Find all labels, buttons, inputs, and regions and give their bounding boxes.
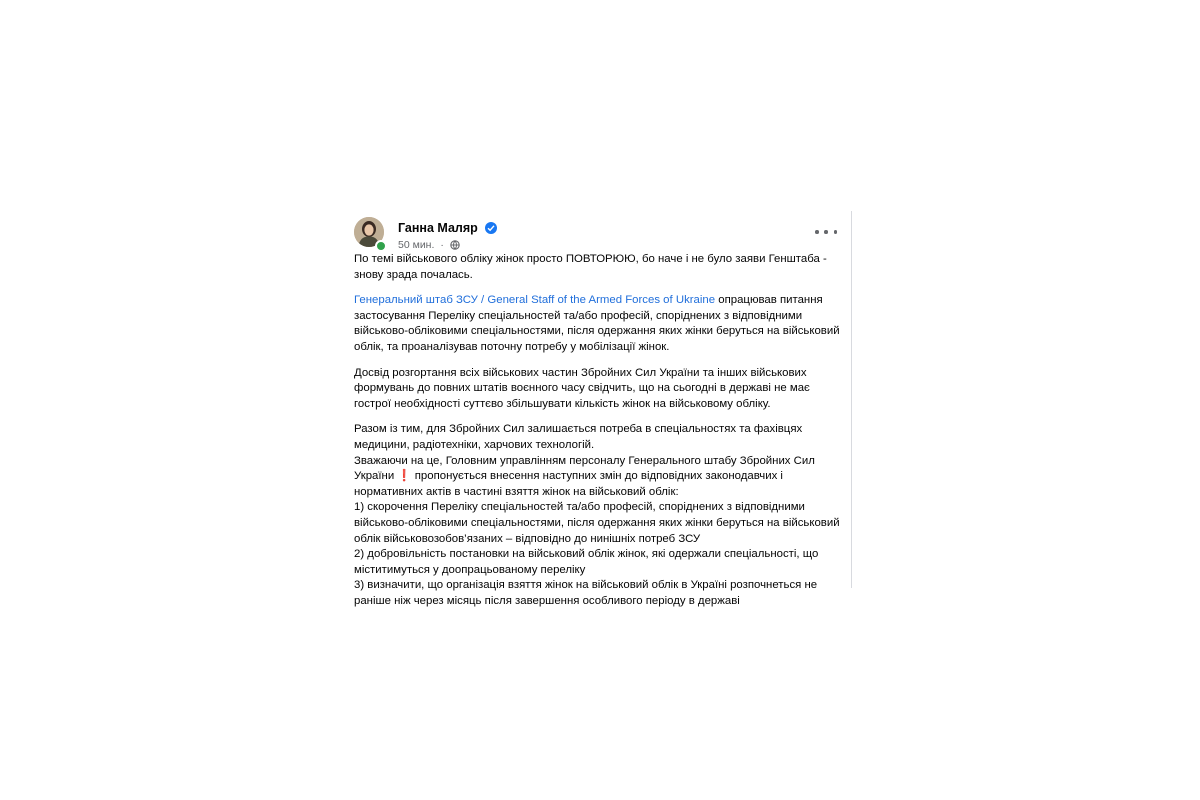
text-line: Досвід розгортання всіх військових частин Збройних Сил України та інших військових xyxy=(354,366,807,379)
paragraph-1 xyxy=(354,252,848,283)
paragraph-4 xyxy=(354,422,848,609)
text-fragment: опрацював питання xyxy=(715,294,823,307)
list-item: раніше ніж через місяць після завершення особливого періоду в державі xyxy=(354,594,740,607)
author-name[interactable]: Ганна Маляр xyxy=(398,221,478,235)
list-item: міститимуться у доопрацьованому переліку xyxy=(354,563,586,576)
post-time[interactable]: 50 мин. xyxy=(398,239,435,251)
text-line: Разом із тим, для Збройних Сил залишається потреба в спеціальностях та фахівцях xyxy=(354,423,803,436)
text-line xyxy=(354,293,848,309)
text-line: військово-обліковими спеціальностями, після одержання яких жінки беруться на військовий xyxy=(354,325,840,338)
paragraph-3 xyxy=(354,366,848,413)
post-body xyxy=(354,252,848,609)
list-item: облік військовозобов’язаних – відповідно до нинішніх потреб ЗСУ xyxy=(354,532,701,545)
post-card xyxy=(344,211,852,607)
text-line: По темі військового обліку жінок просто ПОВТОРЮЮ, бо наче і не було заяви Генштаба - xyxy=(354,253,827,265)
text-fragment: пропонується внесення наступних змін до відповідних законодавчих і xyxy=(411,470,783,483)
text-line: застосування Переліку спеціальностей та/або професій, споріднених з відповідними xyxy=(354,309,803,322)
text-line xyxy=(354,469,848,485)
list-item: 1) скорочення Переліку спеціальностей та/або професій, споріднених з відповідними xyxy=(354,501,805,514)
general-staff-link[interactable]: Генеральний штаб ЗСУ / General Staff of the Armed Forces of Ukraine xyxy=(354,294,716,307)
post-meta xyxy=(398,239,460,253)
text-line: знову зрада почалась. xyxy=(354,268,473,281)
text-fragment: України xyxy=(354,470,398,483)
post-header xyxy=(354,217,841,253)
text-line: формувань до повних штатів воєнного часу свідчить, що на сьогодні в державі не має xyxy=(354,382,810,395)
online-status-indicator xyxy=(375,240,387,252)
text-line: нормативних актів в частині взяття жінок на військовий облік: xyxy=(354,485,679,498)
list-item: 2) добровільність постановки на військовий облік жінок, які одержали спеціальності, що xyxy=(354,548,819,561)
author-name-row xyxy=(398,221,497,235)
text-line: медицини, радіотехніки, харчових технологій. xyxy=(354,438,595,451)
text-line: Зважаючи на це, Головним управлінням персоналу Генерального штабу Збройних Сил xyxy=(354,454,815,467)
verified-badge-icon xyxy=(485,222,497,234)
text-line: облік, та проаналізував поточну потребу у мобілізації жінок. xyxy=(354,340,670,353)
paragraph-2 xyxy=(354,293,848,355)
exclamation-icon: ❗ xyxy=(397,470,412,483)
text-line: гострої необхідності суттєво збільшувати кількість жінок на військовому обліку. xyxy=(354,397,771,410)
list-item: 3) визначити, що організація взяття жінок на військовий облік в Україні розпочнеться не xyxy=(354,579,818,592)
list-item: військово-обліковими спеціальностями, після одержання яких жінки беруться на військовий xyxy=(354,516,840,529)
meta-separator: · xyxy=(440,239,444,251)
more-options-icon[interactable] xyxy=(815,225,837,239)
